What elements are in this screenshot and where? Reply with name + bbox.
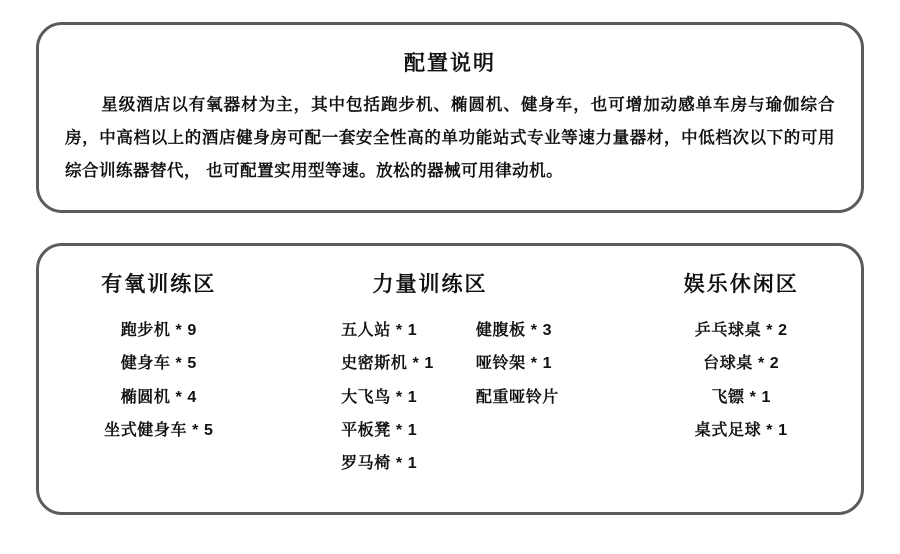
- list-item: 健腹板 * 3: [475, 322, 553, 339]
- list-item: 大飞鸟 * 1: [341, 388, 418, 406]
- configuration-description-card: [36, 22, 864, 213]
- list-item: 平板凳 * 1: [341, 421, 418, 439]
- list-item: 坐式健身车 * 5: [104, 421, 214, 439]
- zone-strength-column-2: [476, 314, 559, 480]
- zone-leisure-column-1: [695, 314, 788, 447]
- list-item: 椭圆机 * 4: [120, 388, 197, 406]
- list-item: 乒乓球桌 * 2: [694, 322, 788, 339]
- list-item: 配重哑铃片: [475, 388, 559, 406]
- zone-aerobic-title: 有氧训练区: [101, 273, 217, 296]
- list-item: 史密斯机 * 1: [341, 355, 434, 373]
- zone-aerobic: [57, 268, 261, 447]
- list-item: 桌式足球 * 1: [694, 421, 788, 439]
- zone-strength: [261, 268, 640, 480]
- zone-strength-columns: [341, 314, 559, 480]
- list-item: 飞镖 * 1: [711, 388, 772, 406]
- zone-leisure-title: 娱乐休闲区: [683, 273, 799, 296]
- list-item: 跑步机 * 9: [120, 322, 197, 339]
- list-item: 罗马椅 * 1: [341, 455, 418, 473]
- zone-leisure-columns: [695, 314, 788, 447]
- list-item: 健身车 * 5: [120, 355, 197, 373]
- zone-leisure: [639, 268, 843, 447]
- list-item: 五人站 * 1: [341, 322, 418, 339]
- list-item: 哑铃架 * 1: [475, 355, 553, 373]
- zone-strength-column-1: [341, 314, 434, 480]
- zone-aerobic-columns: [104, 314, 213, 447]
- zone-aerobic-column-1: [104, 314, 213, 447]
- zone-strength-title: 力量训练区: [372, 273, 488, 296]
- list-item: 台球桌 * 2: [703, 355, 780, 373]
- description-paragraph: 星级酒店以有氧器材为主，其中包括跑步机、椭圆机、健身车，也可增加动感单车房与瑜伽综合房，中高档以上的酒店健身房可配一套安全性高的单功能站式专业等速力量器材，中低档次以下的可用综合训练器替代， 也可配置实用型等速。放松的器械可用律动机。: [65, 96, 835, 180]
- page-title: 配置说明: [404, 52, 496, 75]
- equipment-zones-card: [36, 243, 864, 515]
